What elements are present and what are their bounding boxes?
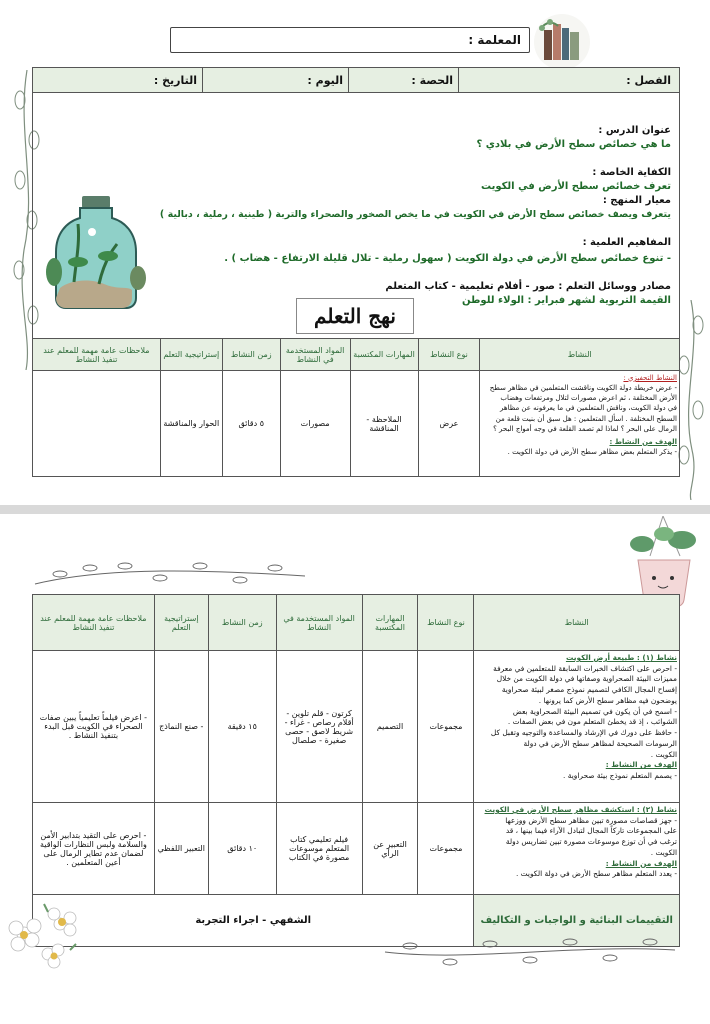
activity-line: - احرص على اكتشاف الخبرات السابقة للمتعلمين في معرفة bbox=[493, 663, 677, 673]
evaluation-value: الشفهي - اجراء التجربة bbox=[33, 895, 474, 947]
time-cell: ١٠ دقائق bbox=[208, 803, 276, 895]
table-row bbox=[33, 803, 680, 895]
activity-table-page-1 bbox=[32, 338, 680, 477]
notes-cell: - احرص على التقيد بتدابير الأمن والسلامة ولبس النظارات الواقية لضمان عدم تطاير الرمال على أعين المتعلمين . bbox=[33, 803, 155, 895]
activity-title: نشاط (٢) : استكشف مظاهر سطح الأرض في الكويت bbox=[484, 805, 677, 814]
activity-line: الأرض المختلفة ، ثم اعرض مصورات لتلال ومرتفعات وهضاب bbox=[500, 394, 677, 403]
lesson-title-label: عنوان الدرس : bbox=[598, 125, 671, 136]
activity-line: مميزات البيئة الصحراوية وصفاتها في دولة الكويت من خلال bbox=[496, 674, 677, 684]
activity-cell bbox=[474, 803, 680, 895]
activity-line: - جهز قصاصات مصورة تبين مظاهر سطح الأرض ووزعها bbox=[505, 815, 677, 825]
table-header-row bbox=[33, 339, 680, 371]
strategy-cell: - صنع النماذج bbox=[154, 651, 208, 803]
goal-title: الهدف من النشاط : bbox=[605, 760, 677, 770]
activity-line: الرمال على البحر ؟ لماذا لم تصمد القلعة في وجه أمواج البحر ؟ bbox=[493, 424, 677, 433]
type-cell: عرض bbox=[418, 371, 480, 477]
activity-title: نشاط (١) : طبيعة أرض الكويت bbox=[565, 653, 677, 662]
activity-line: إفساح المجال الكافي لتصميم نموذج مصغر لبيئة صحراوية bbox=[501, 685, 677, 695]
col-skills: المهارات المكتسبة bbox=[362, 595, 418, 651]
day-label: اليوم : bbox=[307, 74, 343, 87]
col-activity: النشاط bbox=[474, 595, 680, 651]
notes-cell: - اعرض فيلماً تعليمياً يبين صفات الصحراء في الكويت قبل البدء بتنفيذ النشاط . bbox=[33, 651, 155, 803]
activity-line: في دولة الكويت، وناقش المتعلمين في ما يعرفونه عن مظاهر bbox=[500, 404, 677, 413]
col-notes: ملاحظات عامة مهمة للمعلم عند تنفيذ النشاط bbox=[33, 339, 161, 371]
table-row bbox=[33, 651, 680, 803]
col-time: زمن النشاط bbox=[222, 339, 280, 371]
materials-cell: مصورات bbox=[280, 371, 350, 477]
concepts-label: المفاهيم العلمية : bbox=[582, 237, 671, 248]
concepts: - تنوع خصائص سطح الأرض في دولة الكويت ( سهول رملية - تلال قليلة الارتفاع - هضاب ) . bbox=[224, 253, 671, 264]
activity-line: يوضحون فيه مظاهر سطح الأرض كما يرونها . bbox=[538, 695, 677, 705]
standard: يتعرف ويصف خصائص سطح الأرض في الكويت في ما يخص الصخور والصحراء والتربة ( طينية ، رملية ، دبالية ) bbox=[159, 209, 671, 220]
materials-cell: فيلم تعليمي كتاب المتعلم موسوعات مصورة في الكتاب bbox=[276, 803, 362, 895]
col-notes: ملاحظات عامة مهمة للمعلم عند تنفيذ النشاط bbox=[33, 595, 155, 651]
branch-decoration-icon bbox=[380, 932, 680, 972]
skills-cell: التعبير عن الرأي bbox=[362, 803, 418, 895]
activity-line: السطح المختلفة . اسأل المتعلمين : هل سبق أن بنيت قلعة من bbox=[495, 414, 677, 423]
activity-line: الكويت . bbox=[650, 749, 677, 759]
lesson-plan-page-2 bbox=[0, 514, 710, 1024]
activity-line: الشوائب ، إذ قد يخطئ المتعلم مون في بعض الصفات . bbox=[507, 717, 677, 727]
table-header-row bbox=[33, 595, 680, 651]
teacher-label: المعلمة : bbox=[468, 33, 521, 47]
notes-cell bbox=[33, 371, 161, 477]
type-cell: مجموعات bbox=[418, 651, 474, 803]
lesson-title: ما هي خصائص سطح الأرض في بلادي ؟ bbox=[476, 139, 671, 150]
activity-line: - اسمح في أن يكون في تصميم البيئة الصحراوية بعض bbox=[512, 706, 677, 716]
col-strategy: إستراتيجية التعلم bbox=[160, 339, 222, 371]
goal-text: - يصمم المتعلم نموذج بيئة صحراوية . bbox=[563, 771, 677, 781]
time-cell: ٥ دقائق bbox=[222, 371, 280, 477]
date-label: التاريخ : bbox=[153, 74, 197, 87]
activity-line: الكويت . bbox=[650, 847, 677, 857]
activity-line: الرسومات الصحيحة لمظاهر سطح الأرض في دولة bbox=[523, 738, 677, 748]
lesson-plan-page-1 bbox=[0, 0, 710, 505]
col-skills: المهارات المكتسبة bbox=[350, 339, 418, 371]
lesson-header-row bbox=[32, 67, 680, 93]
col-time: زمن النشاط bbox=[208, 595, 276, 651]
col-type: نوع النشاط bbox=[418, 595, 474, 651]
strategy-cell: الحوار والمناقشة bbox=[160, 371, 222, 477]
vine-decoration-icon bbox=[676, 300, 706, 500]
skills-cell: التصميم bbox=[362, 651, 418, 803]
activity-line: - حافظ على دورك في الإرشاد والمساعدة والتوجيه وتقبل كل bbox=[490, 728, 677, 738]
activity-cell bbox=[474, 651, 680, 803]
activity-title: النشاط التحفيزي : bbox=[623, 374, 677, 382]
table-row bbox=[33, 371, 680, 477]
activity-line: - عرض خريطة دولة الكويت وناقشت المتعلمين في مظاهر سطح bbox=[489, 384, 677, 393]
activity-line: على المجموعات تاركاً المجال لتبادل الآراء فيما بينها ، قد bbox=[505, 826, 677, 836]
terrarium-jar-icon bbox=[44, 192, 148, 310]
activity-line: ترغب في أن توزع موسوعات مصورة تبين تضاريس دولة bbox=[505, 837, 677, 847]
col-type: نوع النشاط bbox=[418, 339, 480, 371]
goal-text: - يعدد المتعلم مظاهر سطح الأرض في دولة الكويت . bbox=[515, 869, 677, 879]
goal-title: الهدف من النشاط : bbox=[609, 437, 677, 446]
period-label: الحصة : bbox=[411, 74, 453, 87]
col-activity: النشاط bbox=[480, 339, 680, 371]
col-strategy: إستراتيجية التعلم bbox=[154, 595, 208, 651]
strategy-cell: التعبير اللفظي bbox=[154, 803, 208, 895]
activity-cell bbox=[480, 371, 680, 477]
competency-label: الكفاية الخاصة : bbox=[592, 167, 671, 178]
materials-cell: كرتون - قلم تلوين - أقلام رصاص - غراء - شريط لاصق - حصى صغيرة - صلصال bbox=[276, 651, 362, 803]
col-materials: المواد المستخدمة في النشاط bbox=[280, 339, 350, 371]
standard-label: معيار المنهج : bbox=[602, 195, 671, 206]
flower-bouquet-icon bbox=[4, 894, 88, 974]
educational-value: القيمة التربوية لشهر فبراير : الولاء للوطن bbox=[462, 295, 671, 306]
time-cell: ١٥ دقيقة bbox=[208, 651, 276, 803]
resources: مصادر ووسائل التعلم : صور - أفلام تعليمية - كتاب المتعلم bbox=[385, 281, 671, 292]
teacher-name-field[interactable] bbox=[170, 27, 530, 53]
evaluation-label: التقييمات البنائية و الواجبات و التكاليف bbox=[474, 895, 680, 947]
goal-text: - يذكر المتعلم بعض مظاهر سطح الأرض في دولة الكويت . bbox=[507, 447, 677, 456]
activity-table-page-2 bbox=[32, 594, 680, 947]
branch-decoration-icon bbox=[30, 556, 310, 596]
books-icon bbox=[532, 12, 592, 72]
type-cell: مجموعات bbox=[418, 803, 474, 895]
col-materials: المواد المستخدمة في النشاط bbox=[276, 595, 362, 651]
competency: تعرف خصائص سطح الأرض في الكويت bbox=[481, 181, 671, 192]
class-label: الفصل : bbox=[626, 74, 671, 87]
learning-approach-badge: نهج التعلم bbox=[296, 298, 414, 334]
goal-title: الهدف من النشاط : bbox=[605, 858, 677, 868]
skills-cell: الملاحظة - المناقشة bbox=[350, 371, 418, 477]
